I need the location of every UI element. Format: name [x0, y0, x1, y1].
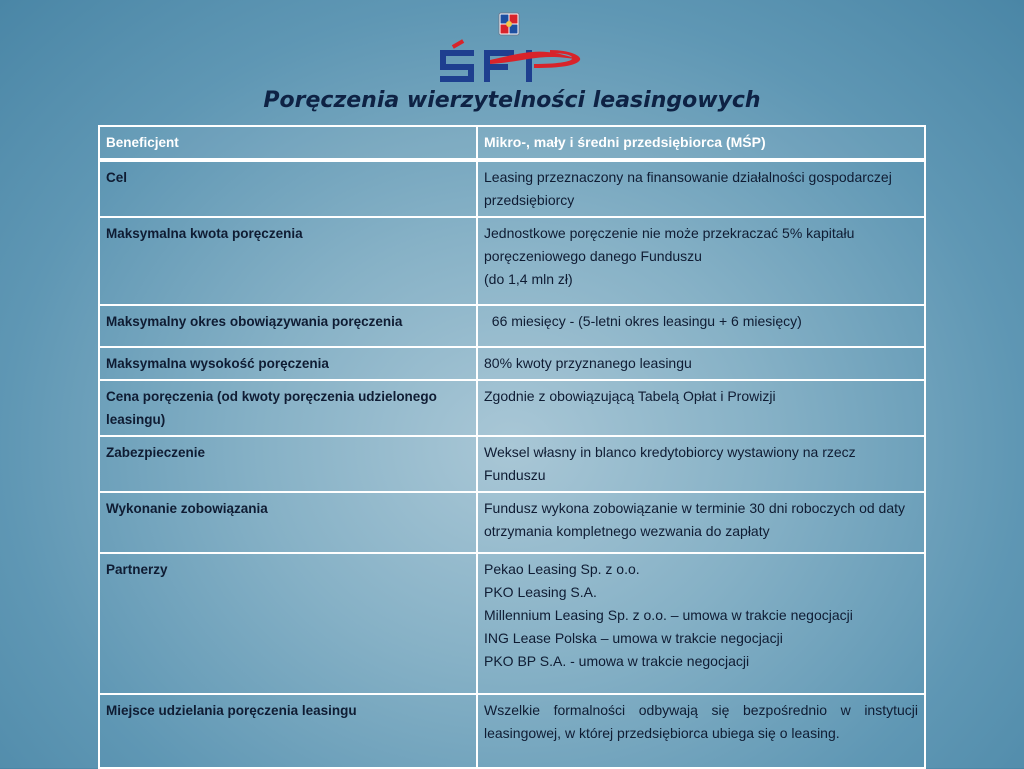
row-key: Cena poręczenia (od kwoty poręczenia udzielonego leasingu) — [99, 380, 477, 436]
value-line: 80% kwoty przyznanego leasingu — [484, 355, 692, 371]
partner-line: ING Lease Polska – umowa w trakcie negocjacji — [484, 630, 783, 646]
partner-line: PKO Leasing S.A. — [484, 584, 597, 600]
page-title: Poręczenia wierzytelności leasingowych — [263, 88, 761, 113]
row-key: Partnerzy — [99, 553, 477, 694]
partner-line: Pekao Leasing Sp. z o.o. — [484, 561, 640, 577]
table-row — [99, 305, 925, 347]
value-line: Fundusz wykona zobowiązanie w terminie 30 dni roboczych od daty otrzymania kompletnego wezwania do zapłaty — [484, 500, 906, 539]
table-body — [99, 126, 925, 768]
partner-line: PKO BP S.A. - umowa w trakcie negocjacji — [484, 653, 750, 669]
row-value — [477, 694, 925, 768]
row-key: Zabezpieczenie — [99, 436, 477, 492]
value-line: Wszelkie formalności odbywają się bezpośrednio w instytucji leasingowej, w której przedsiębiorca ubiega się o leasing. — [484, 702, 918, 741]
partner-line: Millennium Leasing Sp. z o.o. – umowa w trakcie negocjacji — [484, 607, 853, 623]
value-line: Weksel własny in blanco kredytobiorcy wystawiony na rzecz Funduszu — [484, 444, 856, 483]
row-key: Miejsce udzielania poręczenia leasingu — [99, 694, 477, 768]
row-key: Maksymalna kwota poręczenia — [99, 217, 477, 305]
crest-icon — [499, 13, 519, 35]
row-value — [477, 436, 925, 492]
table-row — [99, 217, 925, 305]
value-line: Zgodnie z obowiązującą Tabelą Opłat i Prowizji — [484, 388, 776, 404]
row-value — [477, 217, 925, 305]
table-row — [99, 160, 925, 217]
row-value — [477, 492, 925, 553]
row-value — [477, 126, 925, 160]
sfp-logo-graphic — [430, 10, 590, 84]
table-row — [99, 436, 925, 492]
row-key: Maksymalny okres obowiązywania poręczenia — [99, 305, 477, 347]
value-line: Mikro-, mały i średni przedsiębiorca (MŚP) — [484, 134, 766, 150]
table-row — [99, 126, 925, 160]
table-row — [99, 553, 925, 694]
value-line: Leasing przeznaczony na finansowanie działalności gospodarczej przedsiębiorcy — [484, 169, 892, 208]
row-key: Wykonanie zobowiązania — [99, 492, 477, 553]
row-key: Beneficjent — [99, 126, 477, 160]
row-value — [477, 160, 925, 217]
row-value — [477, 553, 925, 694]
table-row — [99, 347, 925, 380]
row-key: Maksymalna wysokość poręczenia — [99, 347, 477, 380]
guarantee-terms-table — [98, 125, 926, 769]
value-line: 66 miesięcy - (5-letni okres leasingu + 6 miesięcy) — [484, 313, 802, 329]
table-row — [99, 492, 925, 553]
table-row — [99, 694, 925, 768]
row-key: Cel — [99, 160, 477, 217]
table-row — [99, 380, 925, 436]
row-value — [477, 347, 925, 380]
row-value — [477, 305, 925, 347]
value-line: Jednostkowe poręczenie nie może przekraczać 5% kapitału poręczeniowego danego Funduszu — [484, 225, 855, 264]
value-line: (do 1,4 mln zł) — [484, 271, 573, 287]
sfp-logo — [430, 10, 590, 84]
row-value — [477, 380, 925, 436]
